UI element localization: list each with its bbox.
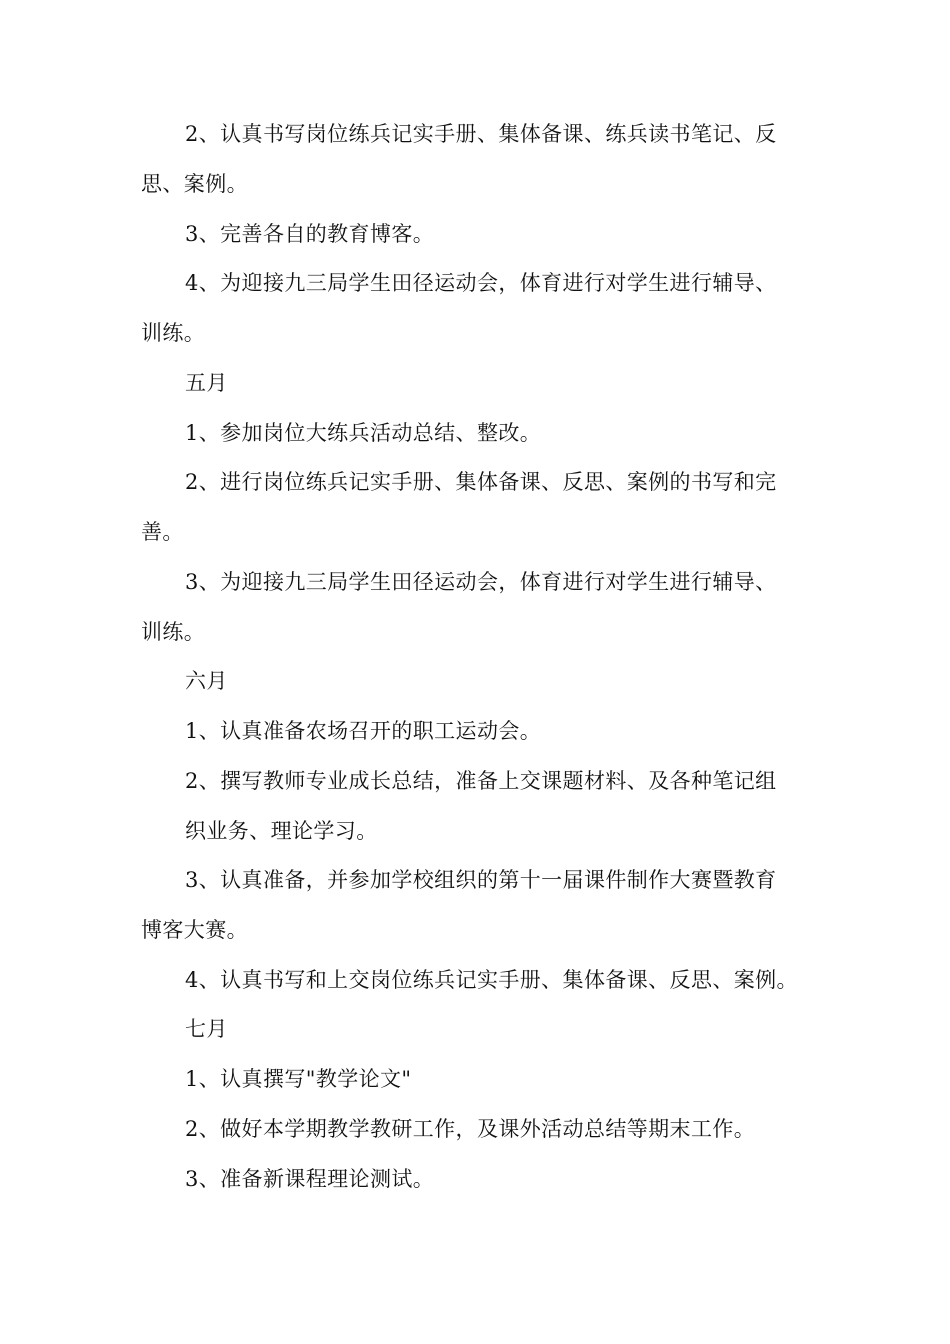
item-may-3-line1: 3、为迎接九三局学生田径运动会，体育进行对学生进行辅导、 bbox=[185, 570, 777, 594]
item-april-3: 3、完善各自的教育博客。 bbox=[185, 222, 435, 246]
section-heading-july: 七月 bbox=[185, 1017, 228, 1041]
item-may-1: 1、参加岗位大练兵活动总结、整改。 bbox=[185, 421, 542, 445]
section-heading-may: 五月 bbox=[185, 371, 228, 395]
item-june-2-line1: 2、撰写教师专业成长总结，准备上交课题材料、及各种笔记组 bbox=[185, 769, 777, 793]
item-july-3: 3、准备新课程理论测试。 bbox=[185, 1167, 435, 1191]
item-april-2-line2: 思、案例。 bbox=[141, 172, 248, 196]
item-july-2: 2、做好本学期教学教研工作，及课外活动总结等期末工作。 bbox=[185, 1117, 756, 1141]
item-june-3-line1: 3、认真准备，并参加学校组织的第十一届课件制作大赛暨教育 bbox=[185, 868, 777, 892]
item-april-2-line1: 2、认真书写岗位练兵记实手册、集体备课、练兵读书笔记、反 bbox=[185, 122, 777, 146]
item-may-2-line2: 善。 bbox=[141, 520, 184, 544]
item-june-3-line2: 博客大赛。 bbox=[141, 918, 248, 942]
section-heading-june: 六月 bbox=[185, 669, 228, 693]
item-may-3-line2: 训练。 bbox=[141, 620, 206, 644]
item-april-4-line1: 4、为迎接九三局学生田径运动会，体育进行对学生进行辅导、 bbox=[185, 271, 777, 295]
item-july-1: 1、认真撰写"教学论文" bbox=[185, 1067, 412, 1091]
item-may-2-line1: 2、进行岗位练兵记实手册、集体备课、反思、案例的书写和完 bbox=[185, 470, 777, 494]
item-april-4-line2: 训练。 bbox=[141, 321, 206, 345]
item-june-1: 1、认真准备农场召开的职工运动会。 bbox=[185, 719, 542, 743]
item-june-2-line2: 织业务、理论学习。 bbox=[185, 819, 378, 843]
item-june-4: 4、认真书写和上交岗位练兵记实手册、集体备课、反思、案例。 bbox=[185, 968, 798, 992]
